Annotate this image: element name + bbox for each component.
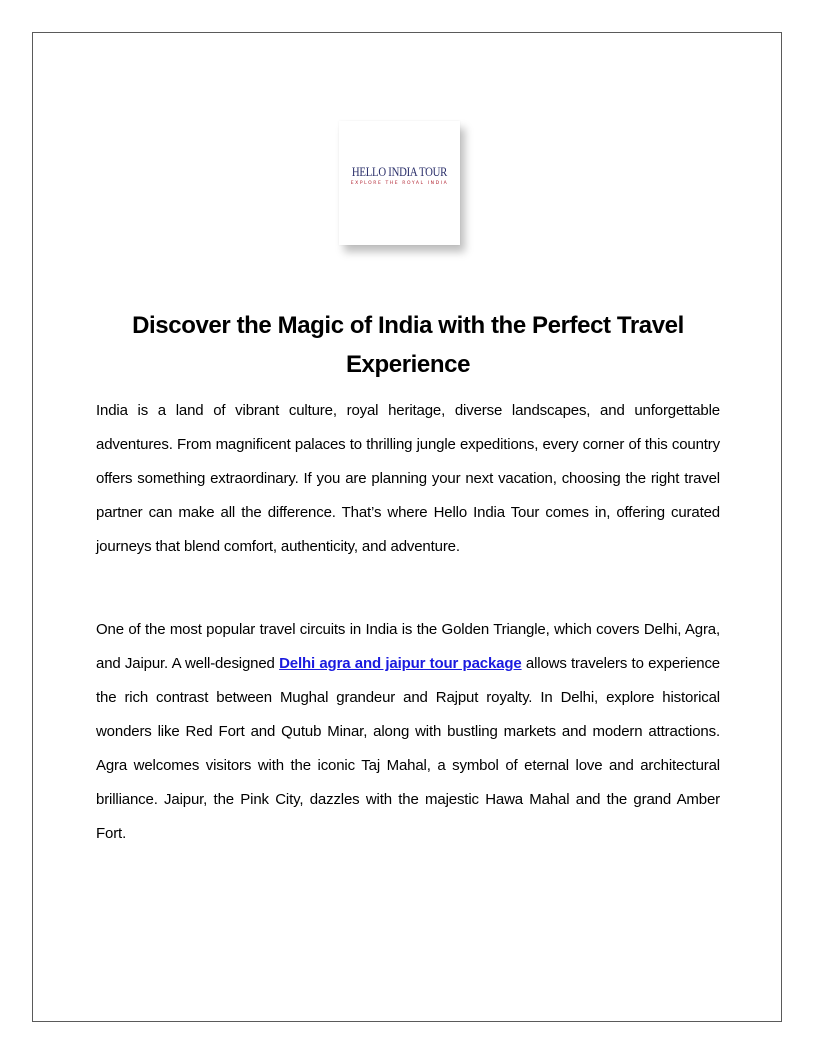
document-title: Discover the Magic of India with the Perfect Travel Experience bbox=[132, 312, 684, 378]
paragraph-text-before-link: One of the most popular travel circuits in India is the Golden Triangle, which covers Delhi, Agra, and Jaipur. A well-designed bbox=[96, 621, 720, 672]
logo-card bbox=[339, 121, 460, 245]
paragraph-golden-triangle bbox=[96, 613, 720, 851]
paragraph-intro: India is a land of vibrant culture, royal heritage, diverse landscapes, and unforgettable adventures. From magnificent palaces to thrilling jungle expeditions, every corner of this country offers something extraordinary. If you are planning your next vacation, choosing the right travel partner can make all the difference. That’s where Hello India Tour comes in, offering curated journeys that blend comfort, authenticity, and adventure. bbox=[96, 402, 720, 555]
logo-name: HELLO INDIA TOUR bbox=[351, 165, 448, 179]
tour-package-link[interactable]: Delhi agra and jaipur tour package bbox=[279, 655, 522, 672]
logo-tagline: EXPLORE THE ROYAL INDIA bbox=[350, 181, 449, 186]
paragraph-text-after-link: allows travelers to experience the rich contrast between Mughal grandeur and Rajput royalty. In Delhi, explore historical wonders like Red Fort and Qutub Minar, along with bustling markets and modern attractions. Agra welcomes visitors with the iconic Taj Mahal, a symbol of eternal love and architectural brilliance. Jaipur, the Pink City, dazzles with the majestic Hawa Mahal and the grand Amber Fort. bbox=[96, 655, 720, 842]
logo bbox=[339, 165, 460, 187]
